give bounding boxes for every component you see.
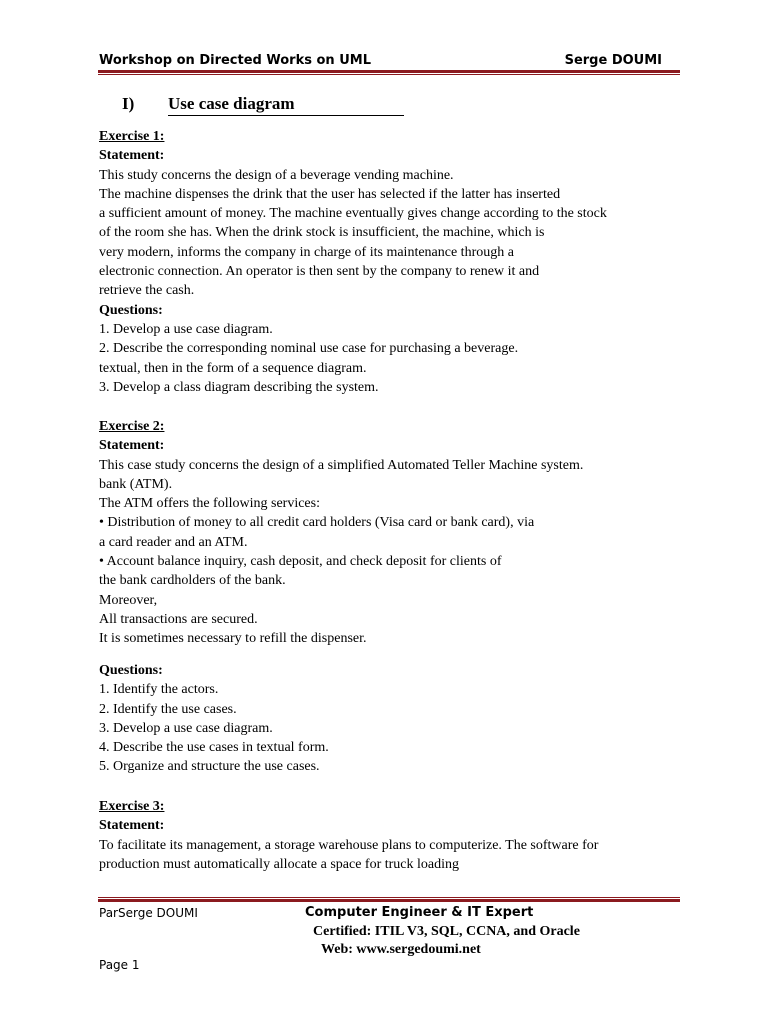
exercise-1-heading: Exercise 1: xyxy=(99,129,165,144)
statement-line: electronic connection. An operator is then sent by the company to renew it and xyxy=(99,264,540,280)
exercise-2-statement-label: Statement: xyxy=(99,438,165,454)
statement-line: bank (ATM). xyxy=(99,476,173,492)
exercise-1-questions-label: Questions: xyxy=(99,302,163,318)
statement-line: retrieve the cash. xyxy=(99,283,195,299)
exercise-2-questions xyxy=(99,661,329,777)
exercise-2 xyxy=(99,417,583,649)
question-line: 1. Develop a use case diagram. xyxy=(99,321,273,337)
exercise-3-statement-label: Statement: xyxy=(99,818,165,834)
statement-line: the bank cardholders of the bank. xyxy=(99,573,286,589)
statement-line: The ATM offers the following services: xyxy=(99,496,320,512)
question-line: 5. Organize and structure the use cases. xyxy=(99,759,320,775)
exercise-3-heading: Exercise 3: xyxy=(99,799,165,814)
header-title: Workshop on Directed Works on UML xyxy=(99,53,371,68)
statement-line: a card reader and an ATM. xyxy=(99,534,248,550)
header-rule xyxy=(98,70,680,75)
statement-line: All transactions are secured. xyxy=(99,611,258,627)
statement-line: It is sometimes necessary to refill the dispenser. xyxy=(99,631,367,647)
statement-line: • Account balance inquiry, cash deposit, and check deposit for clients of xyxy=(99,554,502,570)
statement-line: of the room she has. When the drink stock is insufficient, the machine, which is xyxy=(99,225,545,241)
statement-line: a sufficient amount of money. The machine eventually gives change according to the stock xyxy=(99,206,607,222)
section-heading xyxy=(122,93,404,116)
statement-line: The machine dispenses the drink that the user has selected if the latter has inserted xyxy=(99,186,561,202)
section-title: Use case diagram xyxy=(168,93,404,116)
question-line: textual, then in the form of a sequence diagram. xyxy=(99,360,367,376)
statement-line: very modern, informs the company in charge of its maintenance through a xyxy=(99,244,514,260)
question-line: 1. Identify the actors. xyxy=(99,682,219,698)
header-author: Serge DOUMI xyxy=(564,53,662,68)
footer-certified: Certified: ITIL V3, SQL, CCNA, and Oracle xyxy=(313,924,580,939)
exercise-1 xyxy=(99,127,607,397)
page-number: Page 1 xyxy=(99,958,140,972)
footer-rule xyxy=(98,897,680,902)
exercise-2-heading: Exercise 2: xyxy=(99,419,165,434)
statement-line: This study concerns the design of a beverage vending machine. xyxy=(99,167,454,183)
footer-author: ParSerge DOUMI xyxy=(99,906,198,920)
statement-line: production must automatically allocate a space for truck loading xyxy=(99,856,459,872)
statement-line: • Distribution of money to all credit card holders (Visa card or bank card), via xyxy=(99,515,535,531)
footer-web: Web: www.sergedoumi.net xyxy=(321,942,481,957)
section-number: I) xyxy=(122,94,135,113)
statement-line: Moreover, xyxy=(99,592,158,608)
exercise-3 xyxy=(99,797,598,874)
question-line: 3. Develop a class diagram describing the system. xyxy=(99,379,379,395)
exercise-2-questions-label: Questions: xyxy=(99,663,163,678)
statement-line: This case study concerns the design of a simplified Automated Teller Machine system. xyxy=(99,457,584,473)
question-line: 4. Describe the use cases in textual form. xyxy=(99,740,329,756)
question-line: 3. Develop a use case diagram. xyxy=(99,720,273,736)
exercise-1-statement-label: Statement: xyxy=(99,148,165,164)
statement-line: To facilitate its management, a storage warehouse plans to computerize. The software for xyxy=(99,837,599,853)
footer-role: Computer Engineer & IT Expert xyxy=(305,905,534,920)
question-line: 2. Identify the use cases. xyxy=(99,701,237,717)
question-line: 2. Describe the corresponding nominal use case for purchasing a beverage. xyxy=(99,341,519,357)
